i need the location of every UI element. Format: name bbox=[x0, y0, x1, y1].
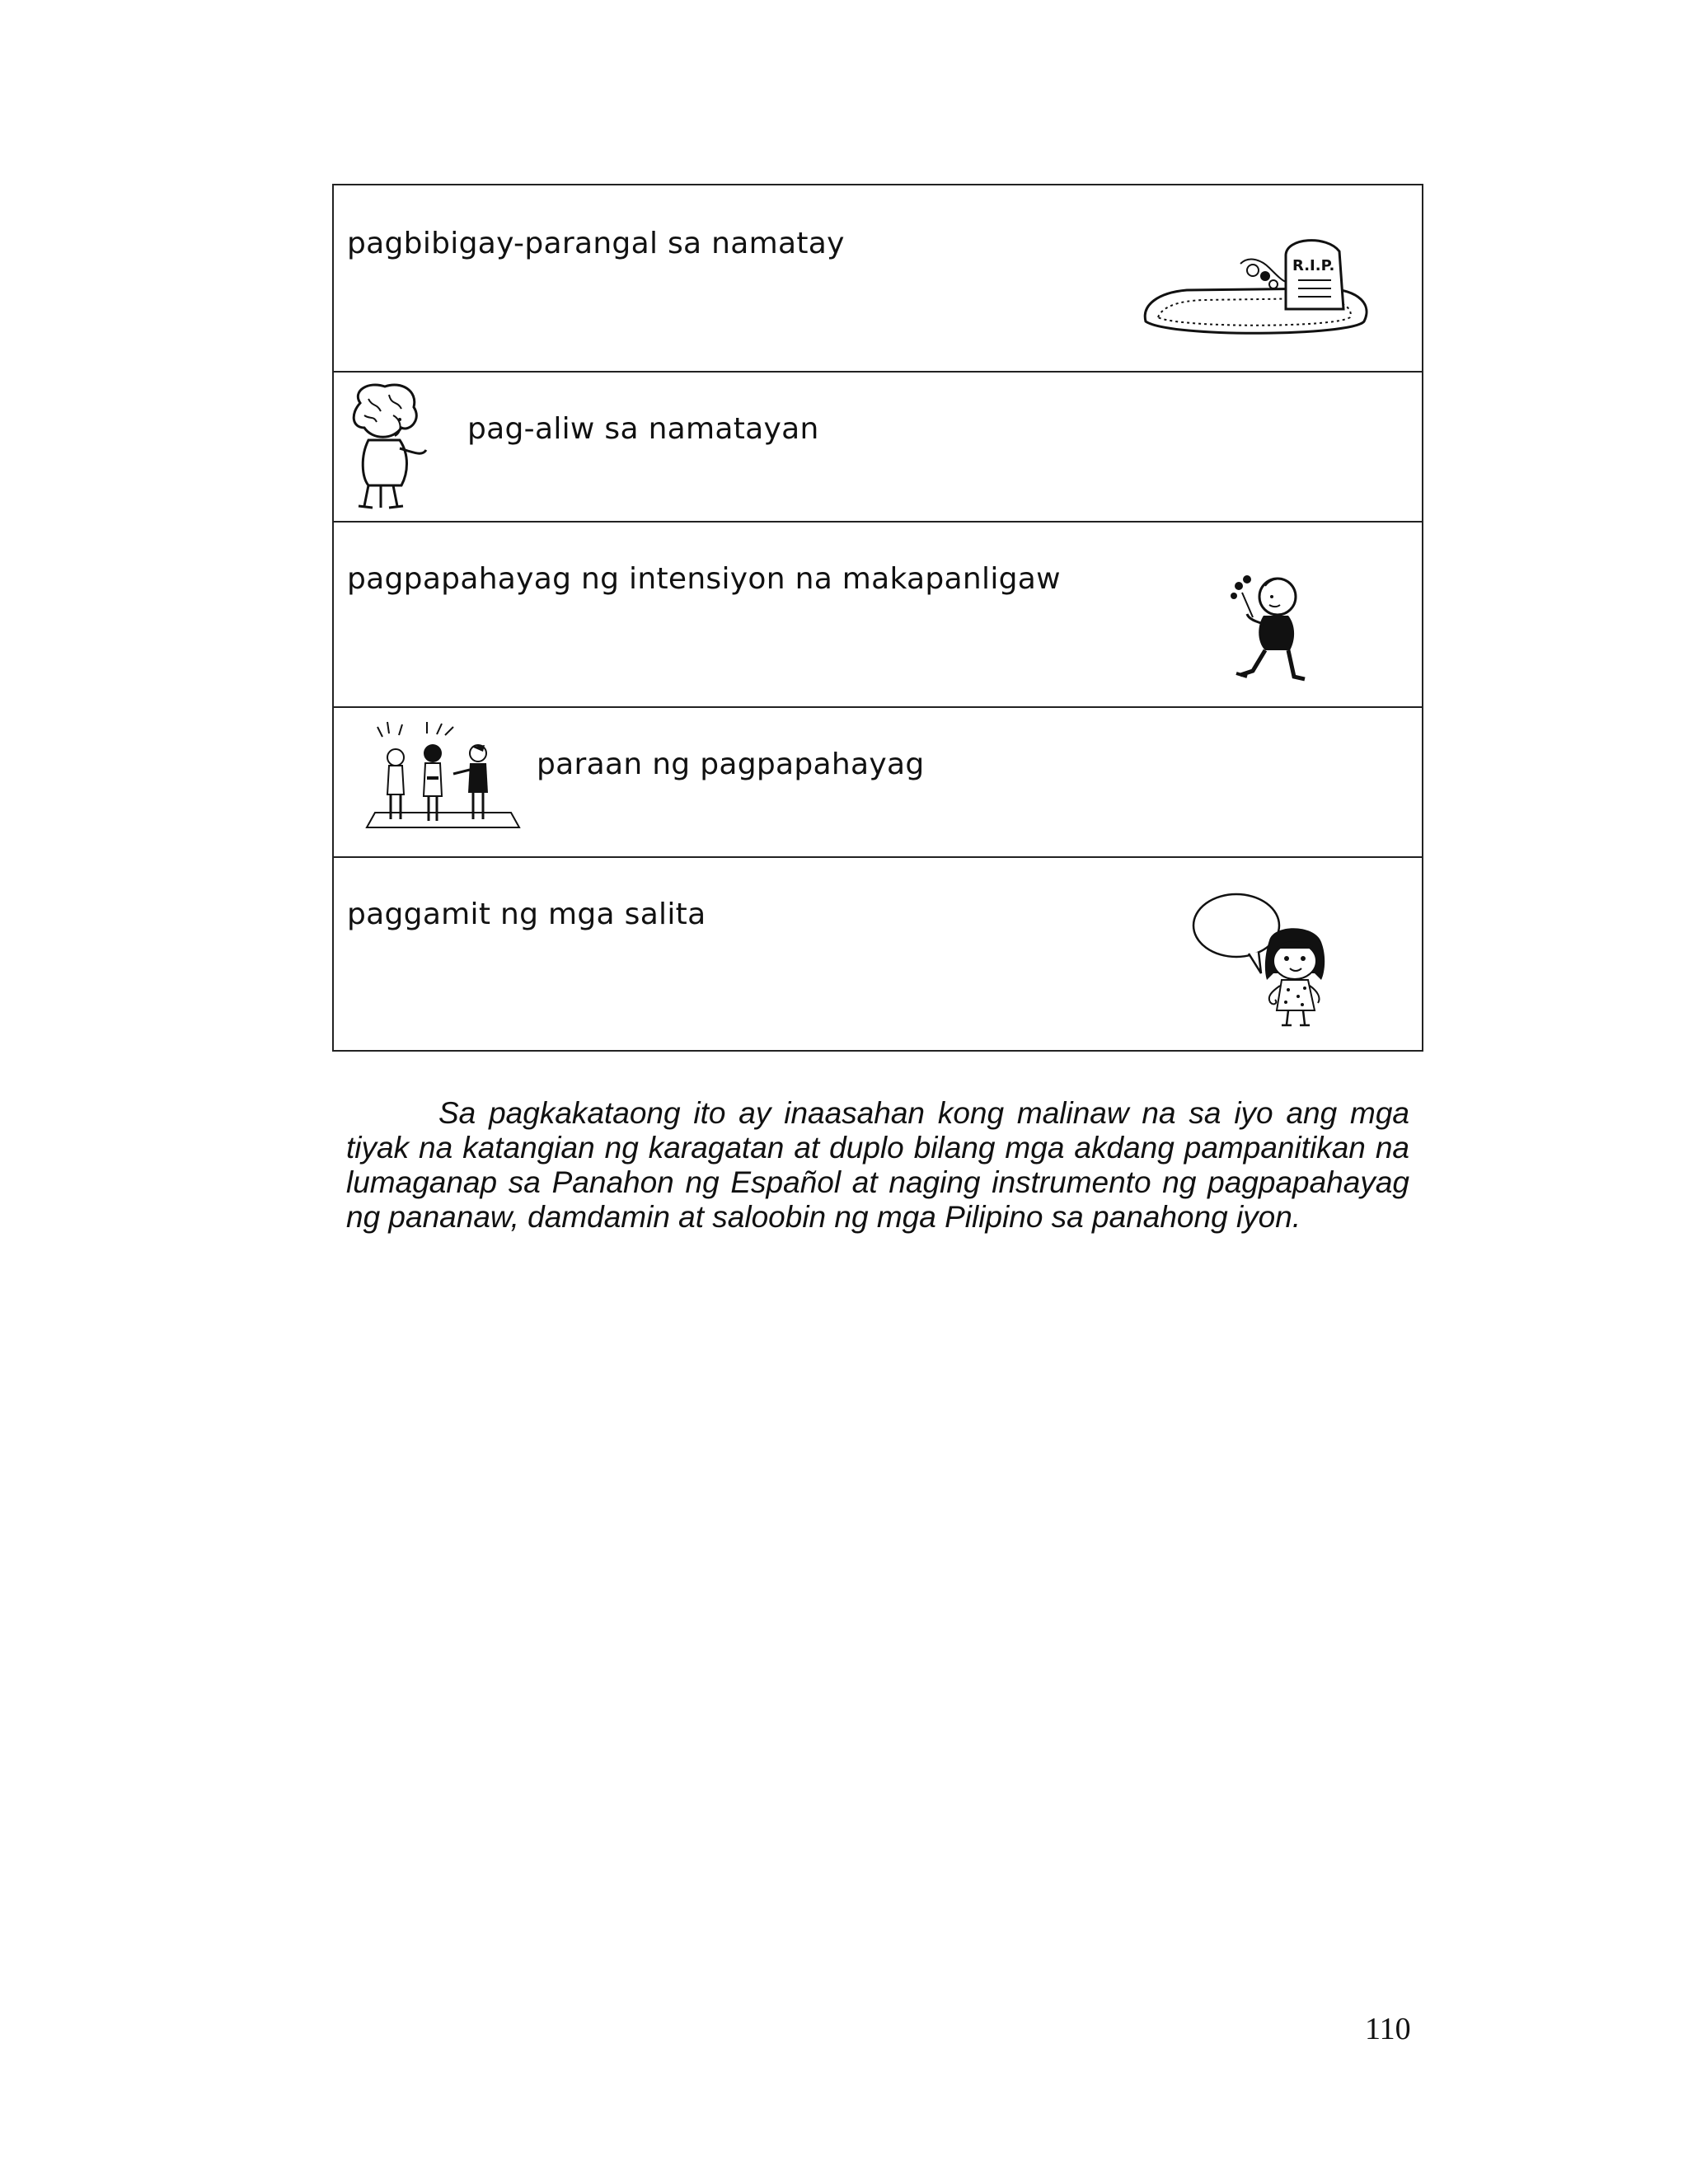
table-row bbox=[334, 185, 1422, 373]
row-label: pagbibigay-parangal sa namatay bbox=[347, 227, 845, 260]
table-row bbox=[334, 858, 1422, 1052]
row-label: pagpapahayag ng intensiyon na makapanligaw bbox=[347, 562, 1061, 596]
table-row bbox=[334, 708, 1422, 858]
gravestone-icon bbox=[1137, 231, 1376, 342]
row-label: pag-aliw sa namatayan bbox=[467, 412, 819, 446]
kneeling-suitor-icon bbox=[1224, 568, 1315, 687]
table-row bbox=[334, 373, 1422, 523]
three-people-talking-icon bbox=[363, 720, 528, 836]
vocabulary-table bbox=[332, 184, 1423, 1052]
page-number: 110 bbox=[1365, 2012, 1411, 2046]
girl-speech-bubble-icon bbox=[1191, 891, 1348, 1031]
paragraph-text: Sa pagkakataong ito ay inaasahan kong malinaw na sa iyo ang mga tiyak na katangian ng karagatan at duplo bilang mga akdang pampanitikan na lumaganap sa Panahon ng Español at naging instrumento ng pagpapahayag ng pananaw, damdamin at saloobin ng mga Pilipino sa panahong iyon. bbox=[346, 1096, 1409, 1234]
consoling-woman-icon bbox=[344, 382, 438, 514]
rip-text: R.I.P. bbox=[1292, 257, 1335, 274]
closing-paragraph bbox=[346, 1096, 1409, 1235]
row-label: paggamit ng mga salita bbox=[347, 898, 706, 931]
table-row bbox=[334, 523, 1422, 708]
row-label: paraan ng pagpapahayag bbox=[537, 748, 925, 781]
